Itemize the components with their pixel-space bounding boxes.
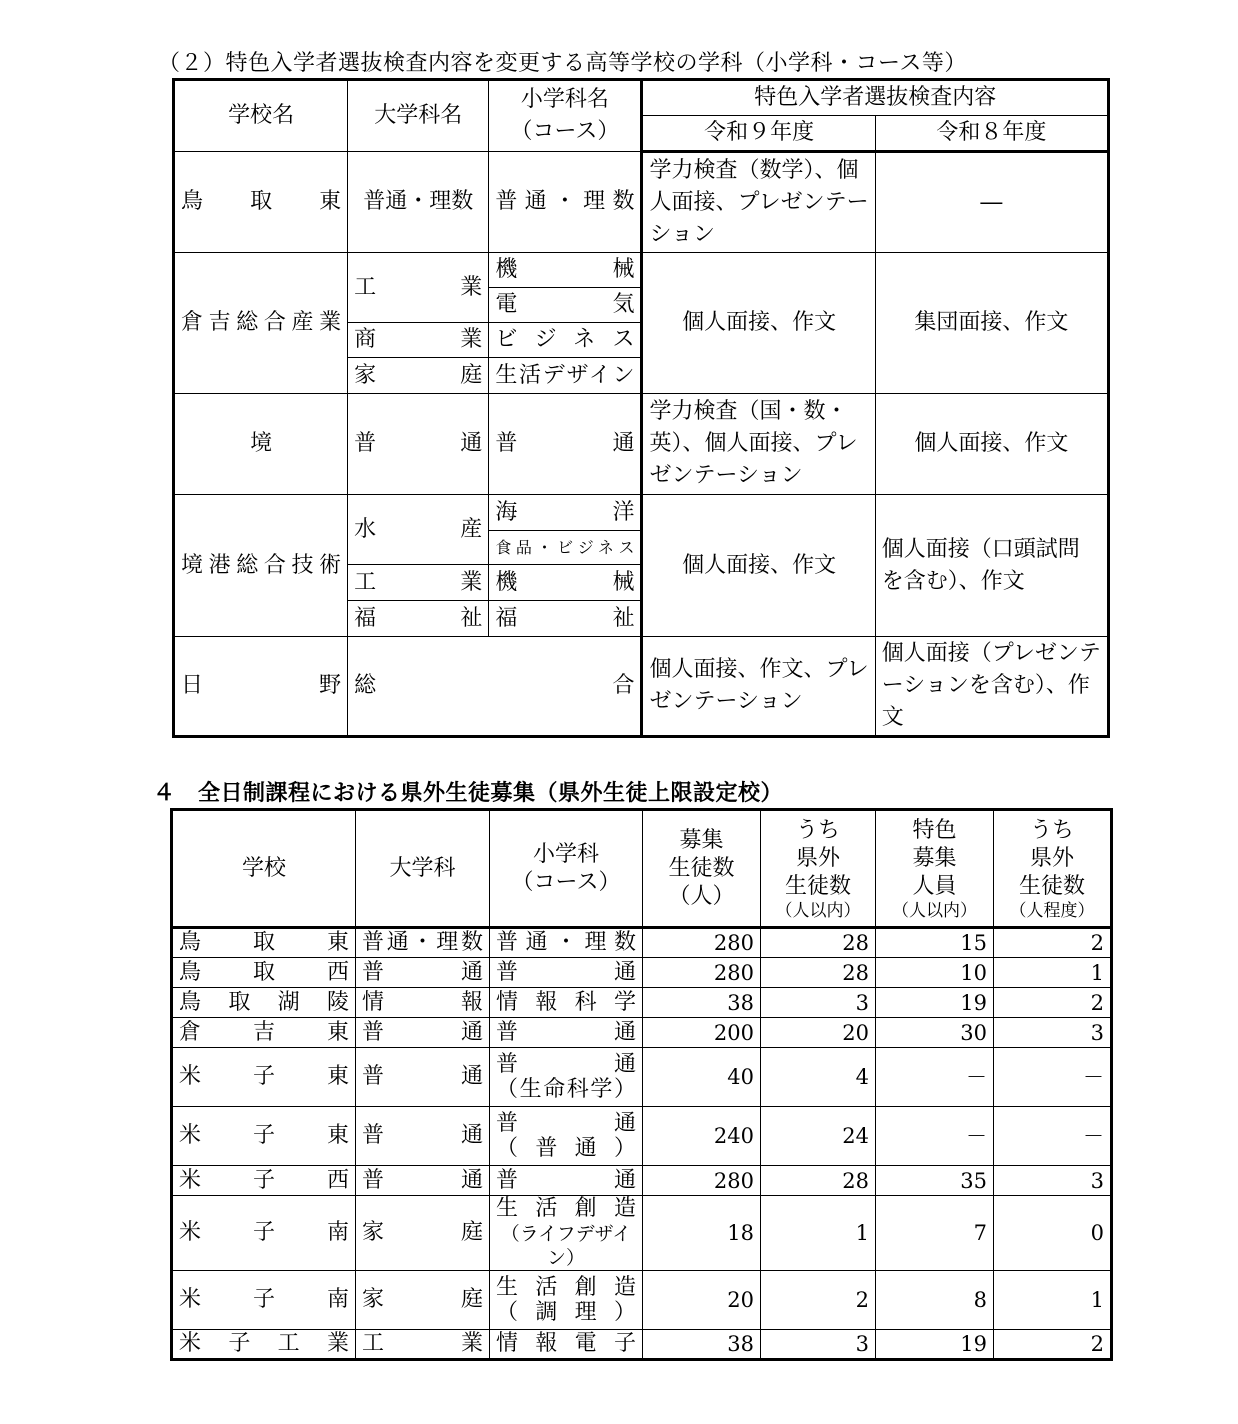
header-tokushoku [876, 810, 994, 928]
dept-name: 工業 [348, 565, 489, 601]
kengai2-cell: 1 [994, 958, 1112, 988]
sub-name: ビジネス [489, 323, 642, 358]
dept-cell: 普通・理数 [356, 928, 490, 958]
boshu-cell: 20 [643, 1271, 761, 1330]
header-kengai2-line2: 県外 [1029, 845, 1074, 871]
kengai2-cell: － [994, 1048, 1112, 1107]
kengai-cell: 28 [761, 1166, 876, 1196]
dept-cell: 情報 [356, 988, 490, 1018]
sub-name: 機械 [489, 253, 642, 288]
sub-main: 普通 [496, 1052, 636, 1077]
school-name: 境港総合技術 [174, 495, 348, 637]
header-r9: 令和９年度 [642, 116, 875, 152]
sub-cell [490, 928, 643, 958]
dept-name: 総合 [348, 637, 642, 737]
school-cell: 米子南 [172, 1271, 356, 1330]
sub-name: 普通・理数 [489, 152, 642, 253]
dept-name: 普通・理数 [348, 152, 489, 253]
table-row [172, 928, 1112, 958]
section1-heading: （２）特色入学者選抜検査内容を変更する高等学校の学科（小学科・コース等） [158, 51, 967, 76]
kengai-cell: 1 [761, 1196, 876, 1271]
row-sakai [174, 394, 1109, 495]
table-row [172, 1330, 1112, 1360]
table-row [172, 1048, 1112, 1107]
header-tokushoku-unit: （人以内） [892, 900, 977, 921]
dept-cell: 普通 [356, 1048, 490, 1107]
content-r9: 個人面接、作文 [642, 495, 875, 637]
school-cell: 鳥取東 [172, 928, 356, 958]
kengai-cell: 2 [761, 1271, 876, 1330]
kengai2-cell: 3 [994, 1166, 1112, 1196]
header-kengai2-line3: 生徒数 [1018, 873, 1085, 899]
content-r9: 個人面接、作文、プレゼンテーション [642, 637, 875, 737]
table-row [172, 1018, 1112, 1048]
boshu-cell: 280 [643, 958, 761, 988]
header-tokushoku-line3: 人員 [912, 873, 957, 899]
kengai-cell: 3 [761, 988, 876, 1018]
dept-name: 普通 [348, 394, 489, 495]
table-row [172, 988, 1112, 1018]
kengai-cell: 20 [761, 1018, 876, 1048]
boshu-cell: 40 [643, 1048, 761, 1107]
sub-cell [490, 1018, 643, 1048]
header-sub-line2: （コース） [510, 119, 620, 144]
content-r8: ― [875, 152, 1108, 253]
dept-name: 水産 [348, 495, 489, 565]
boshu-cell: 18 [643, 1196, 761, 1271]
tokushoku-cell: － [876, 1107, 994, 1166]
dept-name: 福祉 [348, 601, 489, 637]
kengai2-cell: － [994, 1107, 1112, 1166]
table-row [172, 1166, 1112, 1196]
school-name: 境 [174, 394, 348, 495]
boshu-cell: 280 [643, 1166, 761, 1196]
sub-name: 機械 [489, 565, 642, 601]
header-row [172, 810, 1112, 928]
sub-main: 情報電子 [496, 1331, 636, 1356]
dept-cell: 普通 [356, 1166, 490, 1196]
boshu-cell: 280 [643, 928, 761, 958]
sub-course: （生命科学） [496, 1077, 636, 1102]
out-of-prefecture-table [170, 808, 1113, 1361]
dept-name: 家庭 [348, 358, 489, 394]
header-kengai-line3: 生徒数 [784, 873, 851, 899]
sub-cell [490, 1330, 643, 1360]
row-tottori-higashi [174, 152, 1109, 253]
school-name: 倉吉総合産業 [174, 253, 348, 394]
dept-cell: 普通 [356, 1107, 490, 1166]
dept-name: 商業 [348, 323, 489, 358]
header-kengai-line1: うち [795, 817, 840, 843]
kengai-cell: 3 [761, 1330, 876, 1360]
tokushoku-cell: 8 [876, 1271, 994, 1330]
header-kengai2-unit: （人程度） [1009, 900, 1095, 921]
header-kengai2-line1: うち [1029, 817, 1074, 843]
row-kurayoshi [174, 253, 1109, 288]
boshu-cell: 38 [643, 1330, 761, 1360]
dept-cell: 家庭 [356, 1271, 490, 1330]
kengai2-cell: 1 [994, 1271, 1112, 1330]
table-row [172, 958, 1112, 988]
school-cell: 鳥取西 [172, 958, 356, 988]
content-r8: 個人面接（口頭試問を含む）、作文 [875, 495, 1108, 637]
table-row [172, 1196, 1112, 1271]
header-boshu-line3: （人） [668, 883, 735, 909]
table-row [172, 1107, 1112, 1166]
header-kengai-unit: （人以内） [775, 900, 861, 921]
header-dept: 大学科名 [348, 80, 489, 152]
header-boshu [643, 810, 761, 928]
header-tokushoku-line1: 特色 [912, 817, 957, 843]
school-cell: 倉吉東 [172, 1018, 356, 1048]
sub-main: 普通 [496, 1019, 636, 1045]
tokushoku-cell: 15 [876, 928, 994, 958]
content-r8: 個人面接（プレゼンテーションを含む）、作文 [875, 637, 1108, 737]
row-hino [174, 637, 1109, 737]
school-cell: 米子南 [172, 1196, 356, 1271]
sub-course: （調理） [496, 1300, 636, 1325]
school-cell: 米子東 [172, 1107, 356, 1166]
content-r8: 個人面接、作文 [875, 394, 1108, 495]
sub-cell [490, 988, 643, 1018]
kengai-cell: 28 [761, 958, 876, 988]
header-tokushoku-line2: 募集 [912, 845, 957, 871]
sub-cell [490, 1048, 643, 1107]
row-sakaiminato [174, 495, 1109, 531]
header-sub-line1: 小学科名 [520, 87, 609, 112]
tokushoku-cell: － [876, 1048, 994, 1107]
sub-main: 情報科学 [496, 989, 636, 1015]
sub-main: 生活創造 [496, 1196, 636, 1221]
kengai2-cell: 3 [994, 1018, 1112, 1048]
school-cell: 鳥取湖陵 [172, 988, 356, 1018]
kengai2-cell: 2 [994, 988, 1112, 1018]
header-sub [490, 810, 643, 928]
school-name: 鳥取東 [174, 152, 348, 253]
sub-course: （普通） [496, 1136, 636, 1161]
header-boshu-line1: 募集 [679, 827, 724, 853]
table-row [172, 1271, 1112, 1330]
sub-name: 生活デザイン [489, 358, 642, 394]
dept-name: 工業 [348, 253, 489, 323]
school-cell: 米子東 [172, 1048, 356, 1107]
sub-cell [490, 1166, 643, 1196]
school-cell: 米子西 [172, 1166, 356, 1196]
kengai2-cell: 2 [994, 928, 1112, 958]
boshu-cell: 38 [643, 988, 761, 1018]
header-kengai [761, 810, 876, 928]
sub-course: （ライフデザイン） [500, 1223, 632, 1269]
dept-cell: 家庭 [356, 1196, 490, 1271]
sub-cell [490, 1196, 643, 1271]
sub-main: 普通・理数 [496, 930, 636, 955]
tokushoku-cell: 19 [876, 988, 994, 1018]
tokushoku-cell: 7 [876, 1196, 994, 1271]
boshu-cell: 200 [643, 1018, 761, 1048]
kengai-cell: 24 [761, 1107, 876, 1166]
sub-name: 食品・ビジネス [489, 531, 642, 565]
sub-main: 普通 [496, 959, 636, 985]
dept-cell: 普通 [356, 958, 490, 988]
header-boshu-line2: 生徒数 [668, 855, 735, 881]
sub-name: 電気 [489, 288, 642, 323]
sub-main: 生活創造 [496, 1275, 636, 1300]
boshu-cell: 240 [643, 1107, 761, 1166]
sub-main: 普通 [496, 1111, 636, 1136]
dept-cell: 工業 [356, 1330, 490, 1360]
header-content: 特色入学者選抜検査内容 [642, 80, 1109, 116]
header-kengai2 [994, 810, 1112, 928]
tokushoku-cell: 30 [876, 1018, 994, 1048]
sub-main: 普通 [496, 1167, 636, 1193]
content-r9: 学力検査（数学）、個人面接、プレゼンテーション [642, 152, 875, 253]
sub-cell [490, 1271, 643, 1330]
kengai-cell: 4 [761, 1048, 876, 1107]
content-r9: 個人面接、作文 [642, 253, 875, 394]
school-name: 日野 [174, 637, 348, 737]
header-school: 学校名 [174, 80, 348, 152]
sub-cell [490, 1107, 643, 1166]
header-sub-line2: （コース） [511, 869, 621, 895]
content-r9: 学力検査（国・数・英）、個人面接、プレゼンテーション [642, 394, 875, 495]
header-dept: 大学科 [356, 810, 490, 928]
sub-name: 福祉 [489, 601, 642, 637]
header-kengai-line2: 県外 [795, 845, 840, 871]
sub-name: 普通 [489, 394, 642, 495]
content-r8: 集団面接、作文 [875, 253, 1108, 394]
tokushoku-cell: 35 [876, 1166, 994, 1196]
sub-name: 海洋 [489, 495, 642, 531]
header-sub-line1: 小学科 [532, 841, 599, 867]
sub-cell [490, 958, 643, 988]
kengai2-cell: 0 [994, 1196, 1112, 1271]
exam-change-table [172, 78, 1110, 738]
header-sub [489, 80, 642, 152]
header-r8: 令和８年度 [875, 116, 1108, 152]
kengai-cell: 28 [761, 928, 876, 958]
header-school: 学校 [172, 810, 356, 928]
school-cell: 米子工業 [172, 1330, 356, 1360]
tokushoku-cell: 19 [876, 1330, 994, 1360]
tokushoku-cell: 10 [876, 958, 994, 988]
dept-cell: 普通 [356, 1018, 490, 1048]
section2-heading: ４ 全日制課程における県外生徒募集（県外生徒上限設定校） [153, 781, 784, 806]
kengai2-cell: 2 [994, 1330, 1112, 1360]
